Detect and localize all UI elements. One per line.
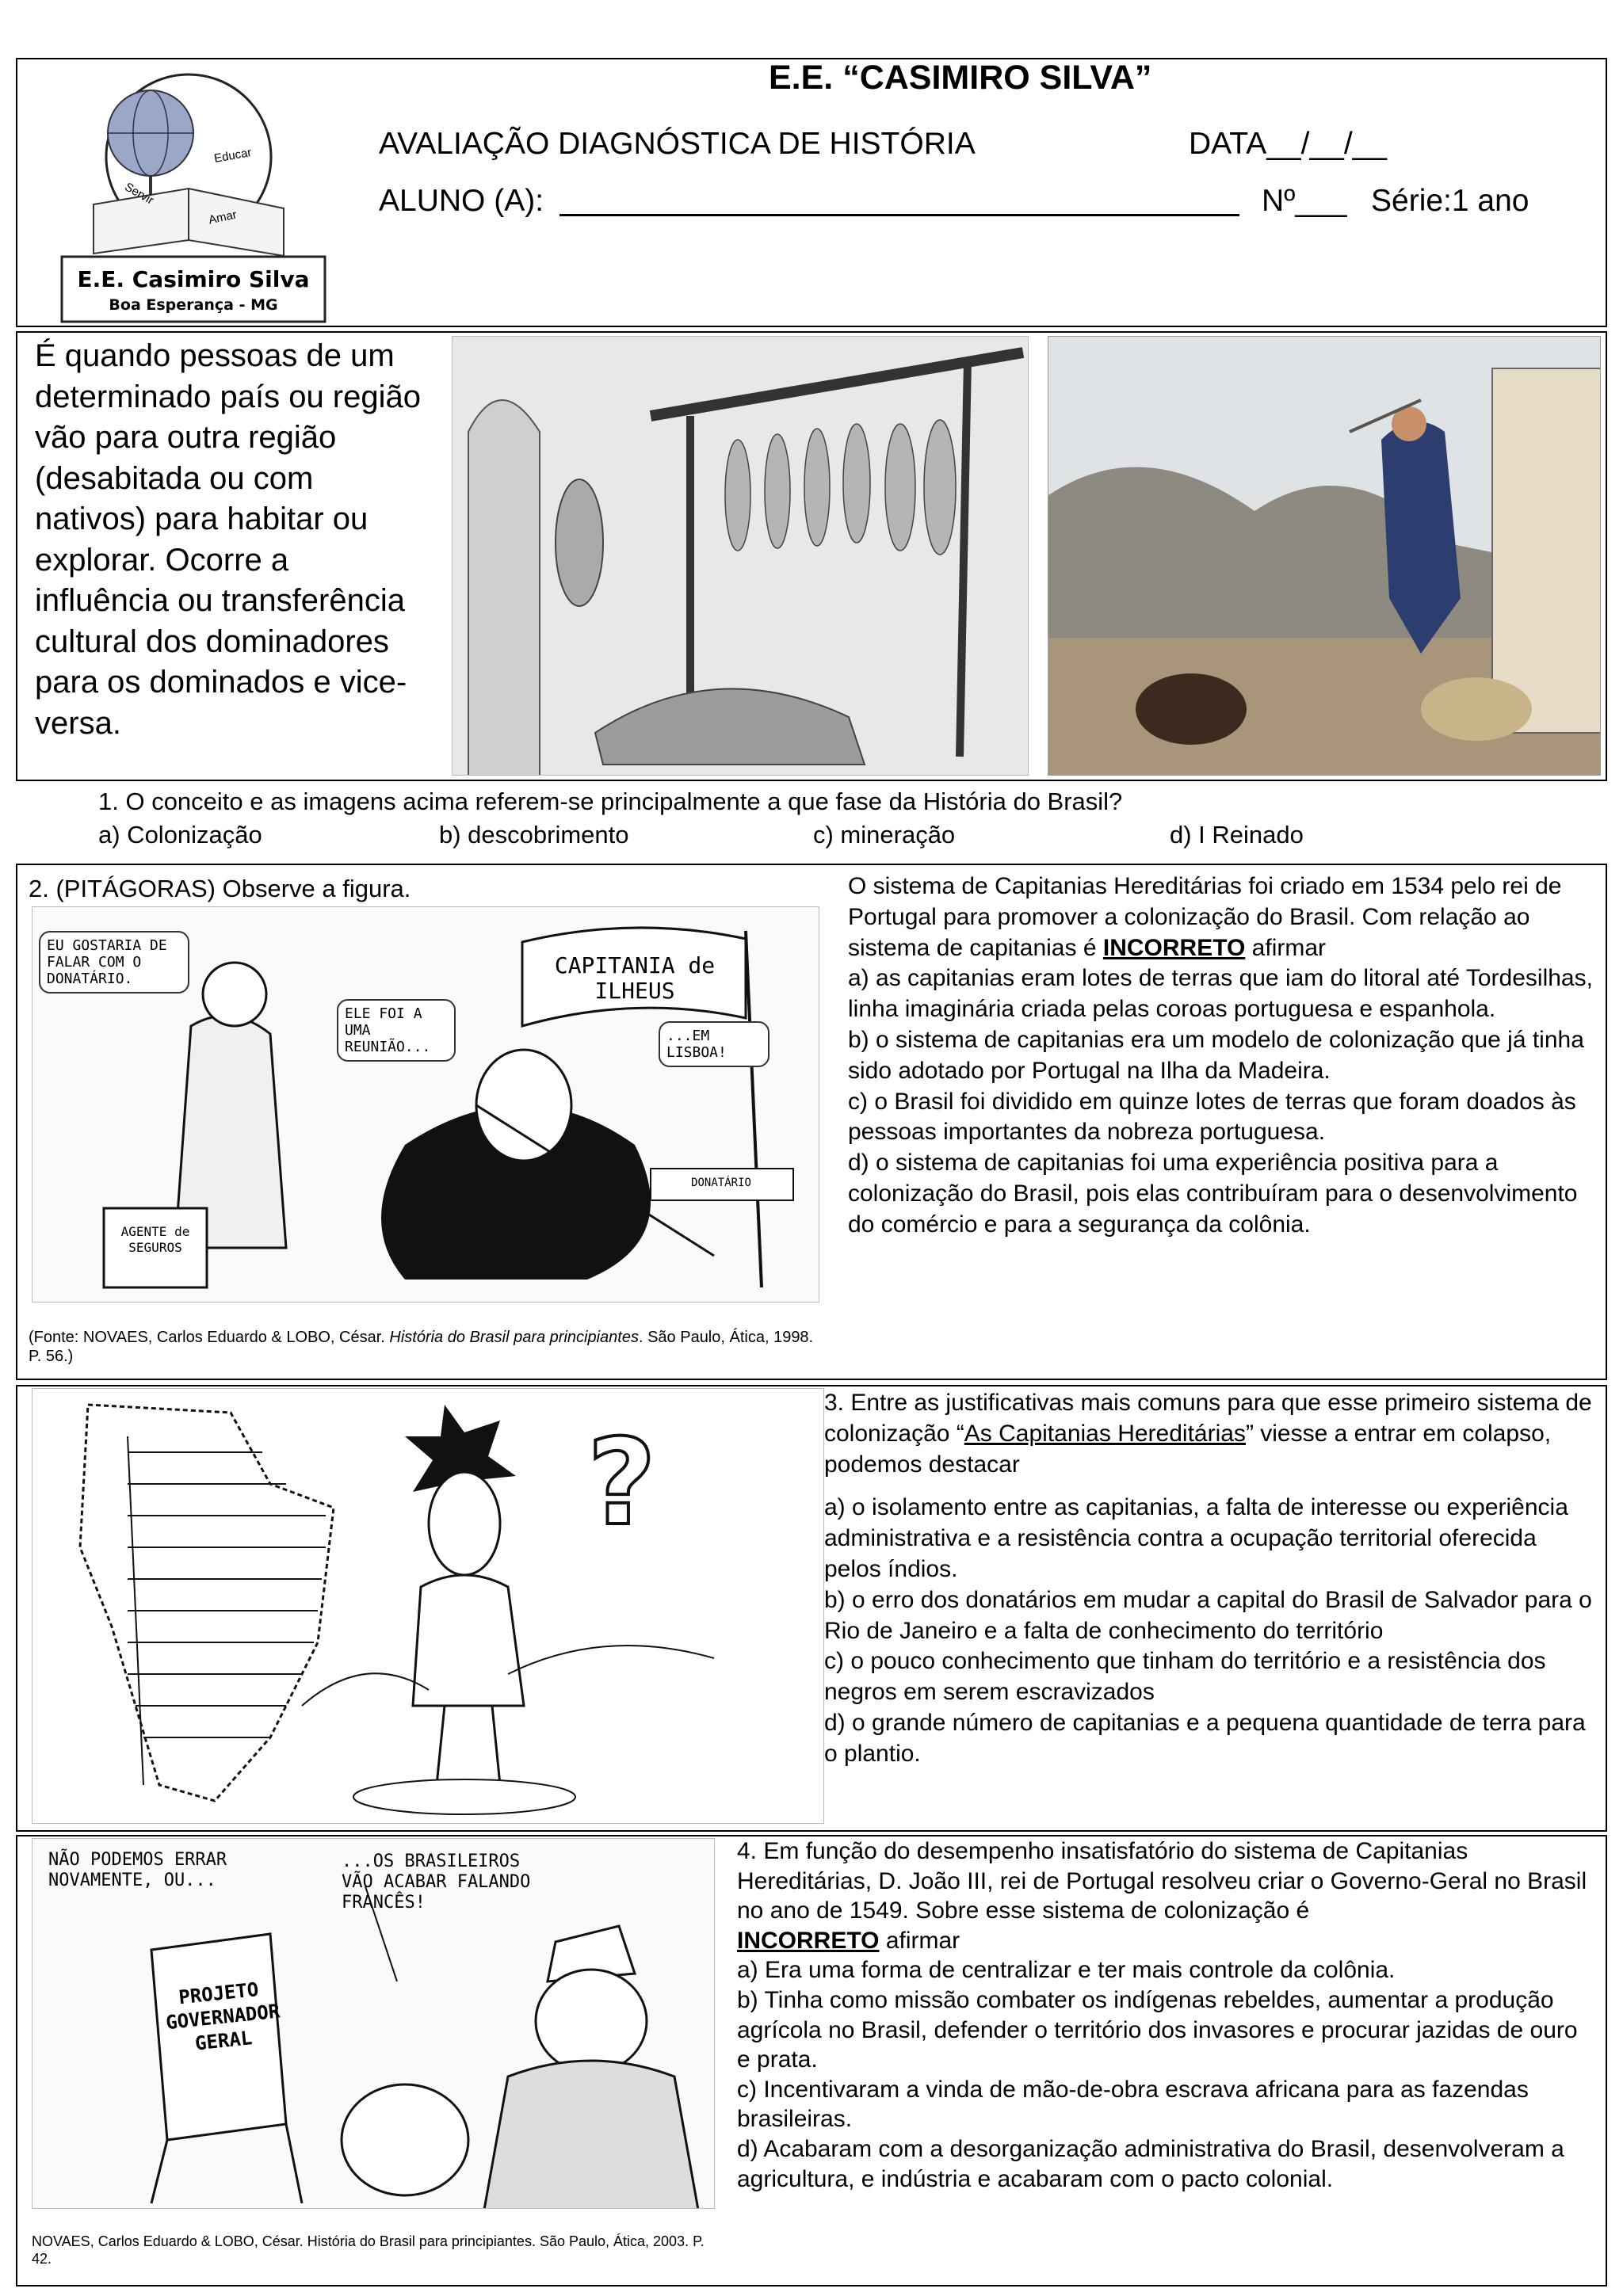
capitania-cartoon-image: [32, 906, 819, 1302]
cartoon-bag-text: AGENTE de SEGUROS: [120, 1224, 190, 1255]
q4-option-a[interactable]: a) Era uma forma de centralizar e ter mais controle da colônia.: [737, 1957, 1396, 1984]
assessment-subtitle: AVALIAÇÃO DIAGNÓSTICA DE HISTÓRIA: [379, 127, 976, 161]
cartoon4-left-caption: NÃO PODEMOS ERRAR NOVAMENTE, OU...: [48, 1850, 227, 1890]
q2-incorreto: INCORRETO: [1102, 934, 1246, 961]
question-2-title: 2. (PITÁGORAS) Observe a figura.: [29, 875, 411, 902]
governador-geral-cartoon-image: [32, 1838, 715, 2209]
question-2-text: [848, 871, 1597, 1241]
student-number-field: Nº___: [1262, 184, 1347, 218]
cartoon-bubble-lisboa: ...EM LISBOA!: [659, 1021, 769, 1067]
engraving-hanging-image: [452, 336, 1029, 776]
cartoon4-right-caption: ...OS BRASILEIROS VÃO ACABAR FALANDO FRANCÊS!: [342, 1852, 531, 1913]
source-suffix: . São Paulo, Ática, 1998. P. 56.): [29, 1329, 814, 1365]
q1-option-b[interactable]: b) descobrimento: [439, 821, 629, 849]
q4-option-b[interactable]: b) Tinha como missão combater os indígenas rebeldes, aumentar a produção agrícola no Brasil, defender o território dos invasores e procurar jazidas de ouro e prata.: [737, 1986, 1578, 2073]
question-4-source: NOVAES, Carlos Eduardo & LOBO, César. História do Brasil para principiantes. São Paulo, Ática, 2003. P. 42.: [32, 2233, 705, 2267]
logo-word-servir: Servir: [122, 180, 156, 208]
q3-option-c[interactable]: c) o pouco conhecimento que tinham do território e a resistência dos negros em serem escravizados: [824, 1648, 1546, 1706]
cartoon-bubble-maid: ELE FOI A UMA REUNIÃO...: [337, 999, 456, 1062]
q2-afirmar: afirmar: [1251, 934, 1327, 961]
student-label: ALUNO (A):: [379, 184, 544, 218]
cartoon-flag-text: CAPITANIA de ILHEUS: [554, 952, 716, 1004]
question-4-text: [737, 1836, 1597, 2194]
cartoon4-sign: PROJETO GOVERNADOR GERAL: [164, 1978, 281, 2055]
q2-option-d[interactable]: d) o sistema de capitanias foi uma experiência positiva para a colonização do Brasil, pois elas contribuíram para o desenvolvimento do comércio e para a segurança da colônia.: [848, 1150, 1578, 1238]
cartoon-bubble-agent: EU GOSTARIA DE FALAR COM O DONATÁRIO.: [39, 931, 189, 994]
logo-school-name: E.E. Casimiro Silva: [77, 266, 310, 292]
source-prefix: (Fonte: NOVAES, Carlos Eduardo & LOBO, César.: [29, 1329, 390, 1346]
q1-option-c[interactable]: c) mineração: [813, 821, 956, 849]
cartoon-shelf-text: DONATÁRIO: [691, 1177, 751, 1189]
student-name-line[interactable]: [559, 214, 1239, 216]
painting-slave-punishment-image: [1048, 336, 1601, 776]
svg-text:?: ?: [587, 1414, 657, 1552]
q3-option-d[interactable]: d) o grande número de capitanias e a pequena quantidade de terra para o plantio.: [824, 1709, 1586, 1767]
q3-intro-underlined: As Capitanias Hereditárias: [964, 1420, 1246, 1447]
q4-option-c[interactable]: c) Incentivaram a vinda de mão-de-obra escrava africana para as fazendas brasileiras.: [737, 2076, 1529, 2133]
q3-intro: [824, 1388, 1597, 1480]
grade-label: Série:1 ano: [1371, 184, 1529, 218]
logo-word-educar: Educar: [212, 146, 253, 166]
q4-option-d[interactable]: d) Acabaram com a desorganização administrativa do Brasil, desenvolveram a agricultura, e indústria e acabaram com o pacto colonial.: [737, 2135, 1564, 2192]
question-2-source: [29, 1328, 829, 1366]
q2-option-b[interactable]: b) o sistema de capitanias era um modelo de colonização que já tinha sido adotado por Portugal na Ilha da Madeira.: [848, 1026, 1584, 1084]
school-title: E.E. “CASIMIRO SILVA”: [769, 59, 1152, 97]
q4-intro: 4. Em função do desempenho insatisfatório do sistema de Capitanias Hereditárias, D. João III, rei de Portugal resolveu criar o Governo-Geral no Brasil no ano de 1549. Sobre esse sistema de colonização é: [737, 1838, 1587, 1924]
q3-option-b[interactable]: b) o erro dos donatários em mudar a capital do Brasil de Salvador para o Rio de Janeiro e a falta de conhecimento do território: [824, 1586, 1592, 1644]
school-logo: [46, 70, 341, 325]
q1-option-d[interactable]: d) I Reinado: [1170, 821, 1304, 849]
q3-intro-after: ” viesse a entrar em colapso, podemos destacar: [824, 1420, 1552, 1478]
q3-intro-before: 3. Entre as justificativas mais comuns para que esse primeiro sistema de colonização “: [824, 1390, 1592, 1447]
question-1: 1. O conceito e as imagens acima referem-se principalmente a que fase da História do Brasil?: [98, 788, 1123, 815]
date-field: DATA__/__/__: [1189, 127, 1388, 161]
brazil-map-confused-man-image: [32, 1388, 824, 1824]
q3-option-a[interactable]: a) o isolamento entre as capitanias, a falta de interesse ou experiência administrativa e a resistência contra a ocupação territorial oferecida pelos índios.: [824, 1494, 1568, 1582]
q2-option-c[interactable]: c) o Brasil foi dividido em quinze lotes de terras que foram doados às pessoas importantes da nobreza portuguesa.: [848, 1088, 1576, 1146]
colonization-definition: É quando pessoas de um determinado país ou região vão para outra região (desabitada ou com nativos) para habitar ou explorar. Ocorre a influência ou transferência cultural dos dominadores para os dominados e vice-versa.: [35, 338, 421, 741]
q1-option-a[interactable]: a) Colonização: [98, 821, 262, 849]
q2-option-a[interactable]: a) as capitanias eram lotes de terras que iam do litoral até Tordesilhas, linha imaginária criada pelas coroas portuguesa e espanhola.: [848, 965, 1593, 1023]
question-3-text: [824, 1388, 1597, 1770]
q4-incorreto: INCORRETO: [737, 1927, 880, 1954]
logo-word-amar: Amar: [207, 208, 239, 227]
logo-city: Boa Esperança - MG: [109, 296, 278, 314]
q2-intro: O sistema de Capitanias Hereditárias foi criado em 1534 pelo rei de Portugal para promover a colonização do Brasil. Com relação ao sistema de capitanias é: [848, 873, 1562, 961]
source-book-title: História do Brasil para principiantes: [389, 1329, 639, 1346]
q4-afirmar: afirmar: [885, 1927, 960, 1954]
